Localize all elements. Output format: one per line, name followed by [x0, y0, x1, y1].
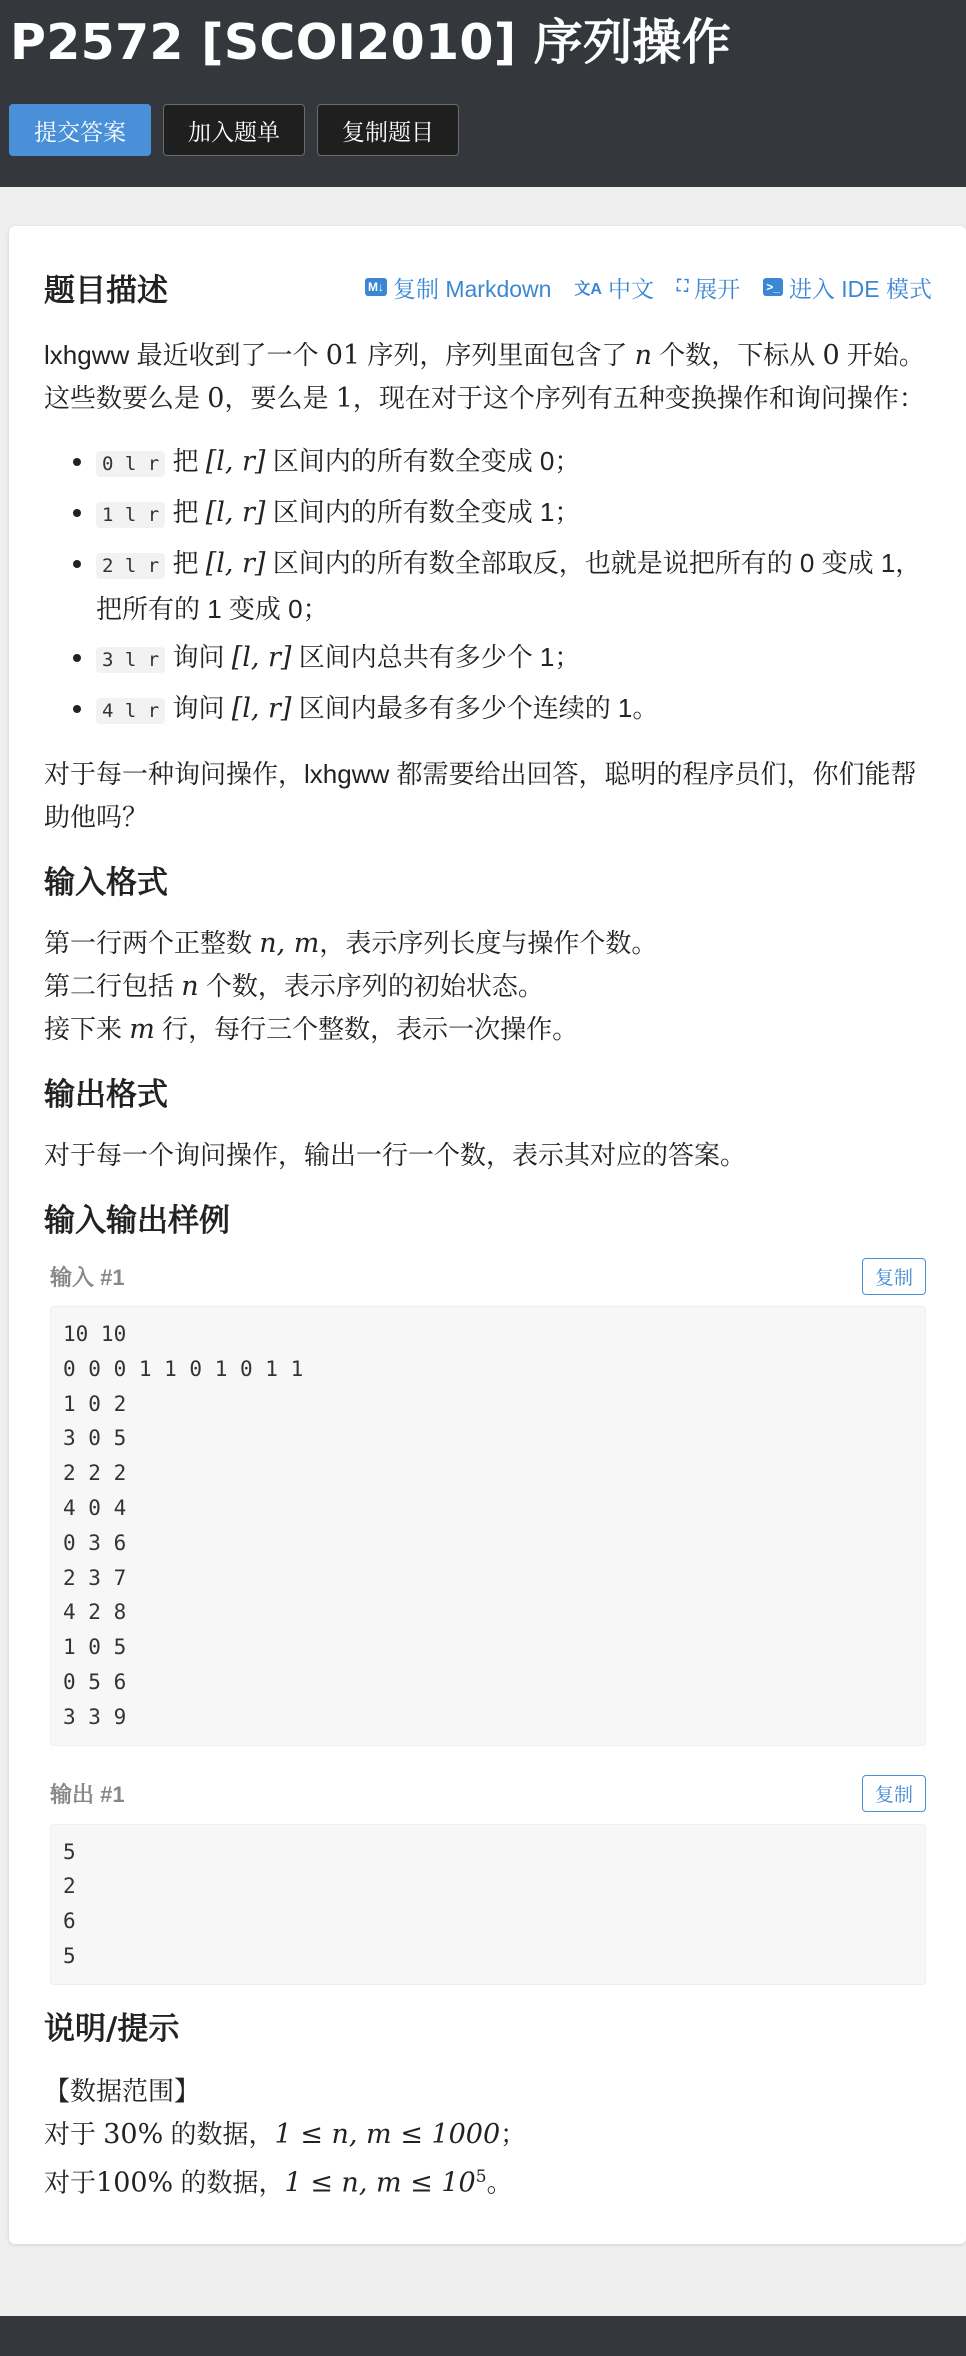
list-item: • 4 l r 询问 [l, r] 区间内最多有多少个连续的 1。	[96, 687, 932, 733]
language-label: 中文	[607, 275, 654, 302]
ide-mode-action[interactable]	[763, 271, 932, 304]
output-sample-header	[44, 1774, 932, 1814]
copy-markdown-action[interactable]	[365, 271, 551, 304]
expand-icon: ⛶	[676, 278, 689, 295]
outro-line-2: 助他吗？	[44, 802, 149, 832]
copy-output-button[interactable]: 复制	[862, 1775, 926, 1812]
header-buttons	[9, 104, 459, 156]
hint-range-label: 【数据范围】	[44, 2075, 201, 2106]
page-title: P2572 [SCOI2010] 序列操作	[10, 14, 732, 71]
intro-line-2: 这些数要么是 0，要么是 1，现在对于这个序列有五种变换操作和询问操作：	[44, 383, 925, 414]
input-format-heading: 输入格式	[44, 865, 168, 901]
copy-markdown-label: 复制 Markdown	[392, 275, 552, 302]
description-actions	[365, 271, 932, 304]
language-action[interactable]	[574, 271, 654, 304]
expand-action[interactable]	[677, 271, 740, 304]
input-format-line-1: 第一行两个正整数 n, m，表示序列长度与操作个数。	[44, 928, 658, 959]
output-sample-code: 5 2 6 5	[50, 1824, 926, 1985]
hint-line-2: 对于100% 的数据，1 ≤ n, $m \le 10^5$。	[44, 2166, 513, 2199]
operation-list	[44, 440, 932, 733]
hint-heading: 说明/提示	[44, 2010, 180, 2047]
markdown-icon: M↓	[365, 278, 387, 296]
input-sample-code: 10 10 0 0 0 1 1 0 1 0 1 1 1 0 2 3 0 5 2 2 2 4 0 4 0 3 6 2 3 7 4 2 8 1 0 5 0 5 6 3 3 9	[50, 1306, 926, 1746]
input-format-section	[44, 857, 932, 1051]
terminal-icon: >_	[763, 278, 783, 296]
input-format-line-3: 接下来 m 行，每行三个整数，表示一次操作。	[44, 1014, 579, 1045]
add-to-list-button[interactable]: 加入题单	[163, 104, 305, 156]
output-sample-label: 输出 #1	[50, 1782, 125, 1808]
problem-card	[9, 226, 966, 2244]
copy-problem-button[interactable]: 复制题目	[317, 104, 459, 156]
list-item: • 3 l r 询问 [l, r] 区间内总共有多少个 1；	[96, 636, 932, 682]
list-item: • 2 l r 把 [l, r] 区间内的所有数全部取反，也就是说把所有的 0 变成 1， 把所有的 1 变成 0；	[96, 542, 932, 631]
samples-section	[44, 1195, 932, 1985]
expand-label: 展开	[694, 275, 741, 302]
hint-section	[44, 2003, 932, 2205]
ide-mode-label: 进入 IDE 模式	[788, 275, 932, 302]
description-body	[44, 334, 932, 839]
input-sample-header	[44, 1256, 932, 1296]
input-sample-label: 输入 #1	[50, 1264, 125, 1290]
list-item: • 1 l r 把 [l, r] 区间内的所有数全变成 1；	[96, 491, 932, 537]
outro-line-1: 对于每一种询问操作，lxhgww 都需要给出回答，聪明的程序员们，你们能帮	[44, 759, 917, 789]
output-format-section	[44, 1069, 932, 1177]
description-heading: 题目描述	[44, 272, 168, 309]
copy-input-button[interactable]: 复制	[862, 1258, 926, 1295]
intro-line-1: lxhgww 最近收到了一个 01 序列，序列里面包含了 n 个数，下标从 0 开始。	[44, 340, 925, 371]
output-format-text: 对于每一个询问操作，输出一行一个数，表示其对应的答案。	[44, 1140, 747, 1170]
samples-heading: 输入输出样例	[44, 1203, 230, 1239]
translate-icon: 文A	[574, 280, 602, 298]
input-format-line-2: 第二行包括 n 个数，表示序列的初始状态。	[44, 971, 544, 1002]
submit-answer-button[interactable]: 提交答案	[9, 104, 151, 156]
top-bar	[0, 0, 966, 187]
list-item: • 0 l r 把 [l, r] 区间内的所有数全变成 0；	[96, 440, 932, 486]
footer-bar	[0, 2316, 966, 2356]
output-format-heading: 输出格式	[44, 1077, 168, 1113]
hint-line-1: 对于 30% 的数据，1 ≤ n, m ≤ 1000；	[44, 2118, 527, 2150]
description-header	[44, 262, 932, 312]
